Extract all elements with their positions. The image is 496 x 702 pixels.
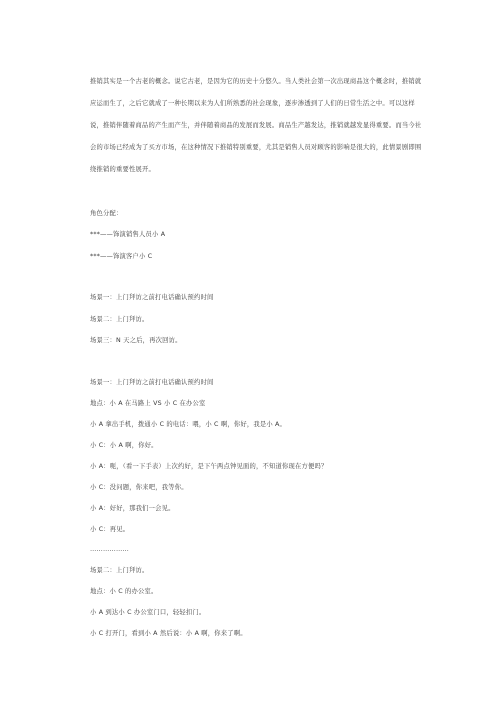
scene1-title: 场景一：上门拜访之前打电话确认预约时间 — [90, 379, 214, 386]
scene2-location: 地点：小 C 的办公室。 — [90, 588, 158, 595]
section-divider: ……………… — [90, 546, 129, 553]
scene-summary-item: 场景三：N 天之后，再次回访。 — [90, 337, 182, 344]
scene1-location: 地点：小 A 在马路上 VS 小 C 在办公室 — [90, 400, 206, 407]
scene-summary-item: 场景一：上门拜访之前打电话确认预约时间 — [90, 294, 214, 301]
dialogue-line: 小 A：呃，（看一下手表）上次约好，是下午两点钟见面的，不知道你现在方便吗？ — [90, 463, 328, 470]
scene2-title: 场景二：上门拜访。 — [90, 567, 149, 574]
dialogue-line: 小 A 拿出手机，拨通小 C 的电话：喂，小 C 啊，你好，我是小 A。 — [90, 421, 287, 428]
roles-heading: 角色分配： — [90, 210, 123, 217]
scene-summary-item: 场景二：上门拜访。 — [90, 316, 149, 323]
intro-paragraph-block — [90, 71, 426, 181]
dialogue-line: 小 C：小 A 啊，你好。 — [90, 442, 158, 449]
dialogue-line: 小 C 打开门，看到小 A 然后说：小 A 啊，你来了啊。 — [90, 630, 247, 637]
dialogue-line: 小 A：好好，那我们一会见。 — [90, 505, 175, 512]
role-item: ***——饰演销售人员小 A — [90, 231, 166, 238]
dialogue-line: 小 C：没问题，你来吧，我等你。 — [90, 484, 188, 491]
dialogue-line: 小 C：再见。 — [90, 526, 130, 533]
intro-paragraph: 推销其实是一个古老的概念。说它古老，是因为它的历史十分悠久。当人类社会第一次出现商品这个概念时，推销就应运而生了，之后它就成了一种长期以来为人们所熟悉的社会现象，逐步渗透到了人们的日常生活之中。可以这样说，推销伴随着商品的产生而产生，并伴随着商品的发展而发展。商品生产越发达，推销就越发显得重要。而当今社会的市场已经成为了买方市场，在这种情况下推销特别重要，尤其是销售人员对顾客的影响是很大的，此情景剧即围绕推销的重要性展开。 — [90, 78, 422, 173]
role-item: ***——饰演客户小 C — [90, 253, 153, 260]
dialogue-line: 小 A 到达小 C 办公室门口，轻轻扣门。 — [90, 609, 206, 616]
